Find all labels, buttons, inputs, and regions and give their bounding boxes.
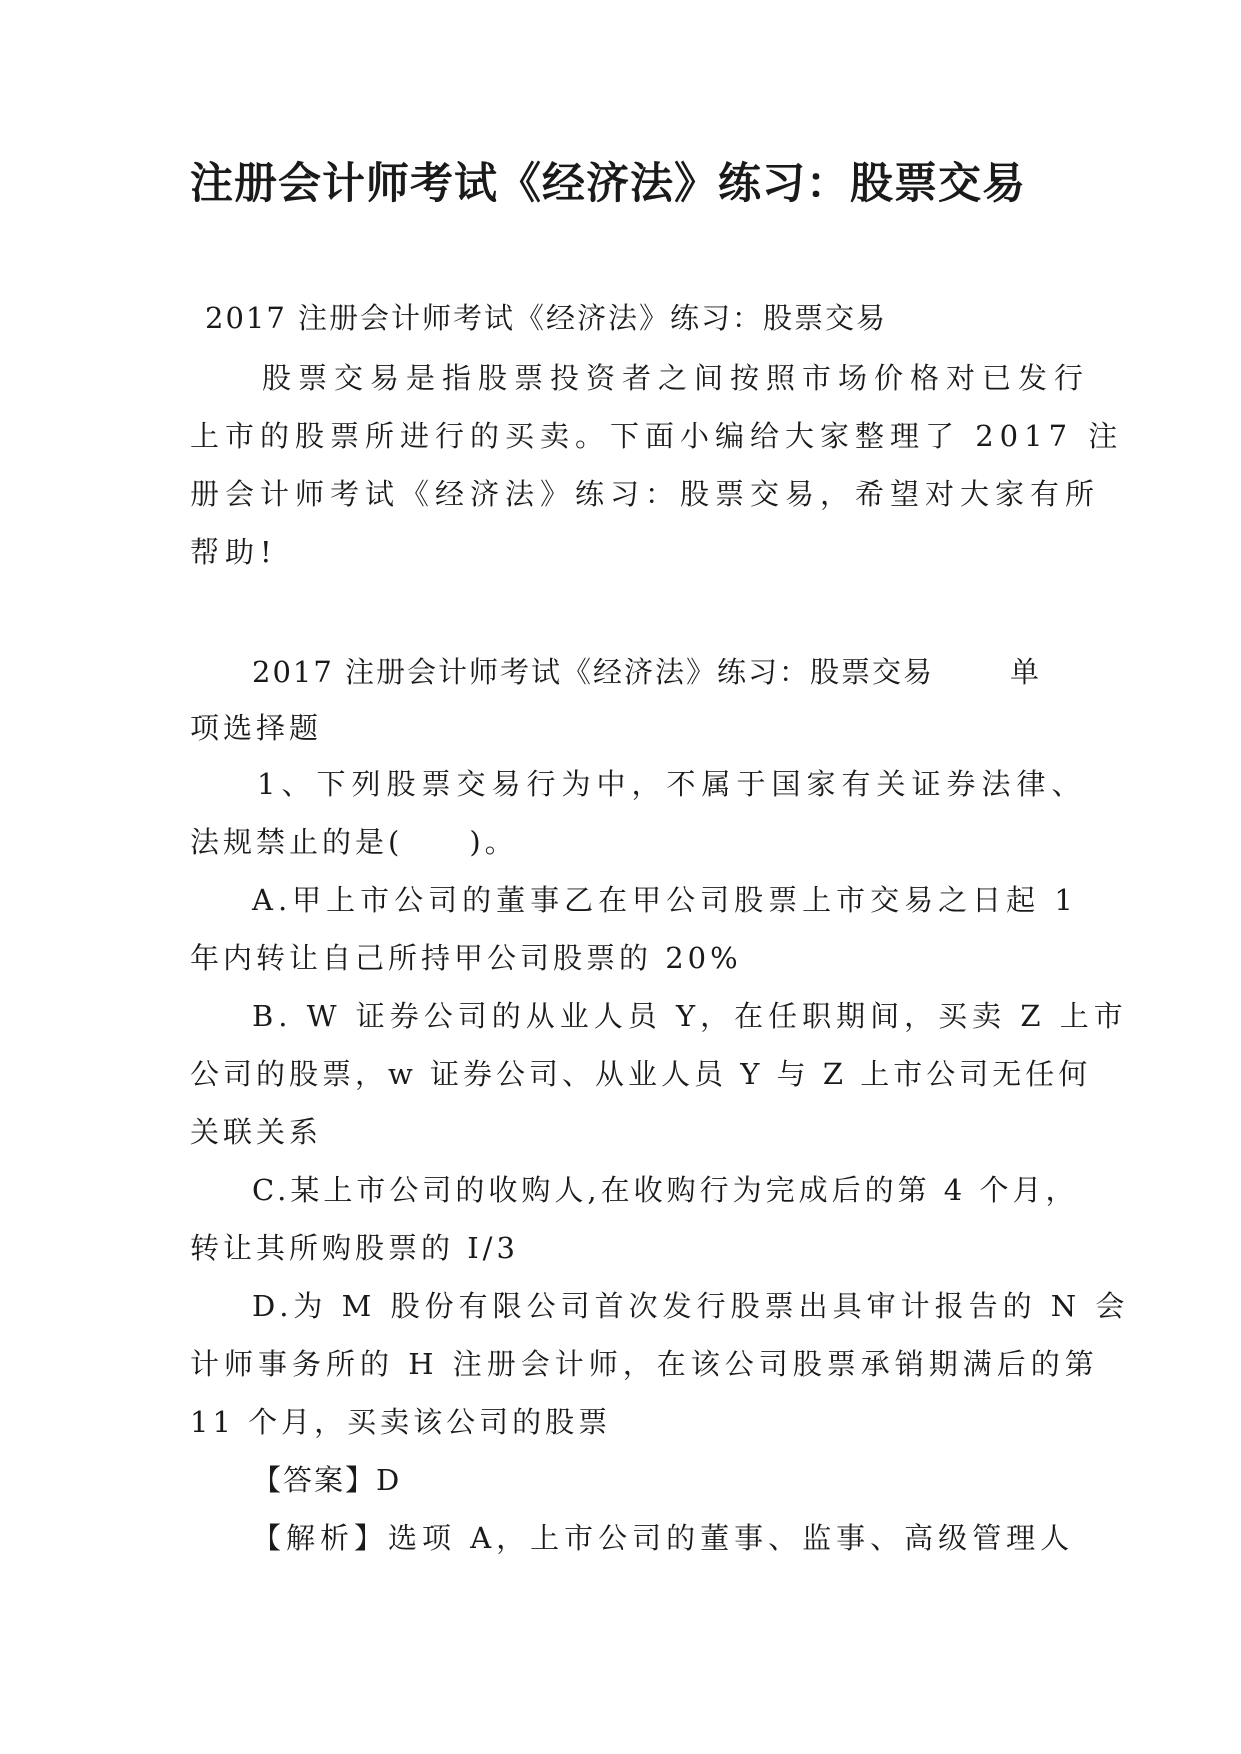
- option-b: 公司的股票，w 证券公司、从业人员 Y 与 Z 上市公司无任何: [190, 1057, 1092, 1091]
- answer-line: 【答案】D: [252, 1463, 402, 1497]
- option-c: C.某上市公司的收购人,在收购行为完成后的第 4 个月，: [252, 1173, 1079, 1207]
- intro-line: 册会计师考试《经济法》练习：股票交易，希望对大家有所: [190, 477, 1101, 511]
- explanation-line: 【解析】选项 A，上市公司的董事、监事、高级管理人: [252, 1521, 1075, 1555]
- option-d: 11 个月，买卖该公司的股票: [190, 1405, 612, 1439]
- question-stem: 1、下列股票交易行为中，不属于国家有关证券法律、: [257, 767, 1087, 801]
- option-d: D.为 M 股份有限公司首次发行股票出具审计报告的 N 会: [252, 1289, 1130, 1323]
- option-c: 转让其所购股票的 I/3: [190, 1231, 519, 1265]
- section-heading-line2: 项选择题: [190, 711, 323, 745]
- document-subtitle: 2017 注册会计师考试《经济法》练习：股票交易: [205, 301, 888, 335]
- intro-line: 上市的股票所进行的买卖。下面小编给大家整理了 2017 注: [190, 419, 1124, 453]
- option-a: 年内转让自己所持甲公司股票的 20%: [190, 941, 742, 975]
- intro-line: 帮助!: [190, 535, 278, 569]
- section-heading: 2017 注册会计师考试《经济法》练习：股票交易: [252, 655, 935, 689]
- option-a: A.甲上市公司的董事乙在甲公司股票上市交易之日起 1: [252, 883, 1078, 917]
- question-stem: 法规禁止的是( )。: [190, 825, 518, 859]
- option-d: 计师事务所的 H 注册会计师，在该公司股票承销期满后的第: [190, 1347, 1099, 1381]
- option-b: B. W 证券公司的从业人员 Y，在任职期间，买卖 Z 上市: [252, 999, 1128, 1033]
- option-b: 关联关系: [190, 1115, 323, 1149]
- section-heading-continued: 单: [1010, 655, 1044, 689]
- document-title: 注册会计师考试《经济法》练习：股票交易: [190, 159, 1026, 209]
- intro-line: 股票交易是指股票投资者之间按照市场价格对已发行: [262, 361, 1091, 395]
